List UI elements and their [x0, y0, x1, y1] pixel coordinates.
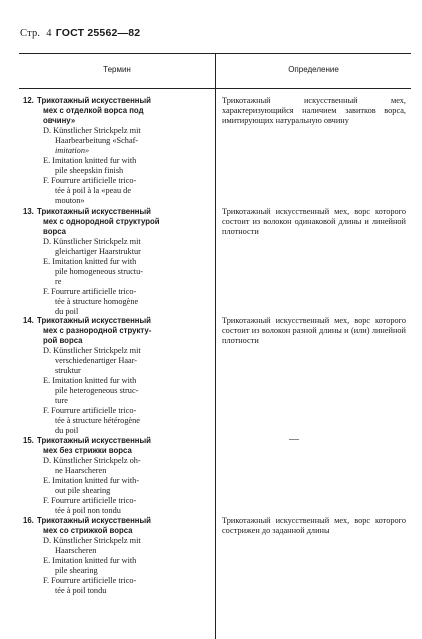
term-entry-13: 13. Трикотажный искусственный мех с однородной структурой ворса D. Künstlicher Strickpelz mit gleichartiger Haarstruktur E. Imitation knitted fur with pile homogeneous structu- re F. Fourrure artificielle trico- tée à structure homogène du poil — [23, 207, 160, 316]
term-entry-14: 14. Трикотажный искусственный мех с разнородной структу- рой ворса D. Künstlicher Strickpelz mit verschiedenartiger Haar- struktur E. Imitation knitted fur with pile heterogeneous struc- ture F. Fourrure artificielle trico- tée à structure hétérogène du poil — [23, 316, 152, 435]
definition-13: Трикотажный искусственный мех, ворс которого состоит из волокон одинаковой длины и линейной плотности — [222, 207, 406, 236]
page-header — [20, 27, 140, 39]
term-title: 12. Трикотажный искусственный — [23, 96, 151, 105]
definition-14: Трикотажный искусственный мех, ворс которого состоит из волокон разной длины и (или) линейной плотности — [222, 316, 406, 345]
definition-12: Трикотажный искусственный мех, характеризующийся наличием завитков ворса, имитирующих натуральную овчину — [222, 96, 406, 125]
term-title: 13. Трикотажный искусственный — [23, 207, 151, 216]
definition-16: Трикотажный искусственный мех, ворс которого сострижен до заданной длины — [222, 516, 406, 535]
term-title: 16. Трикотажный искусственный — [23, 516, 151, 525]
term-title: 14. Трикотажный искусственный — [23, 316, 151, 325]
term-title: 15. Трикотажный искусственный — [23, 436, 151, 445]
definition-15: — — [289, 434, 299, 445]
page-prefix: Стр. — [20, 28, 41, 39]
column-header-definition: Определение — [288, 65, 339, 74]
column-header-term: Термин — [103, 65, 131, 74]
term-entry-15: 15. Трикотажный искусственный мех без стрижки ворса D. Künstlicher Strickpelz oh- ne Haarscheren E. Imitation knitted fur with- out pile shearing F. Fourrure artificielle trico- tée à poil non tondu — [23, 436, 151, 515]
standard-code: ГОСТ 25562—82 — [55, 27, 141, 39]
term-entry-16: 16. Трикотажный искусственный мех со стрижкой ворса D. Künstlicher Strickpelz mit Haarscheren E. Imitation knitted fur with pile shearing F. Fourrure artificielle trico- tée à poil tondu — [23, 516, 151, 595]
page-number: 4 — [46, 28, 52, 39]
term-entry-12: 12. Трикотажный искусственный мех с отделкой ворса под овчину» D. Künstlicher Strickpelz mit Haarbearbeitung «Schaf- imitation» E. Imitation knitted fur with pile sheepskin finish F. Fourrure artificielle trico- tée à poil à la «peau de mouton» — [23, 96, 151, 205]
terms-table — [19, 53, 411, 639]
column-divider — [215, 53, 216, 639]
